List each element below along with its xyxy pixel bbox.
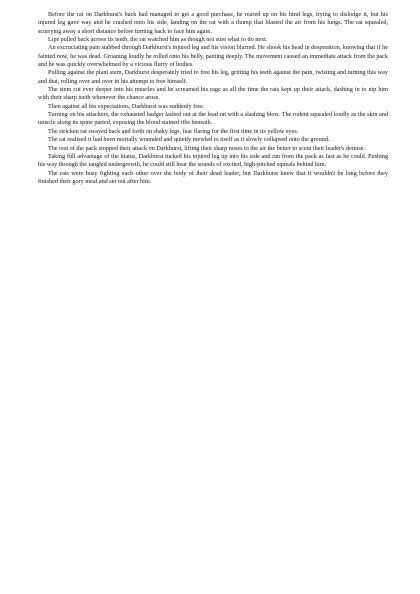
paragraph: Pulling against the plant stem, Darkburst desperately tried to free his leg, gritting his teeth against the pain, twisting and turning this way and that, rolling over and over in his attempt to free himself.: [38, 69, 388, 85]
paragraph: The rat realised it had been mortally wounded and quietly mewled to itself as it slowly collapsed onto the ground.: [48, 136, 330, 144]
paragraph: Then against all his expectations, Darkburst was suddenly free.: [48, 102, 205, 110]
paragraph: The rats were busy fighting each other over the body of their dead leader, but Darkburst knew that it wouldn't be long before they finished their gory meal and set out after him.: [38, 169, 388, 185]
paragraph: The stem cut ever deeper into his muscles and he screamed his rage as all the time the rats kept up their attack, dashing in to nip him with their sharp teeth whenever the chance arose.: [38, 86, 388, 102]
paragraph: Before the rat on Darkburst's back had managed to get a good purchase, he reared up on his hind legs, trying to dislodge it, but his injured leg gave way and he crashed onto his side, landing on the rat with a thump that blasted the air from his lungs. The rat squealed, scurrying away a short distance before turning back to face him again.: [38, 11, 388, 35]
paragraph: Lips pulled back across its teeth, the rat watched him as though not sure what to do next.: [48, 36, 268, 44]
document-page: [38, 11, 388, 186]
paragraph: Turning on his attackers, the exhausted badger lashed out at the lead rat with a slashing blow. The rodent squealed loudly as the skin and muscle along its spine parted, exposing the blood stained ribs beneath.: [38, 111, 388, 127]
paragraph: The stricken rat swayed back and forth on shaky legs, fear flaring for the first time in its yellow eyes.: [48, 127, 299, 135]
paragraph: An excruciating pain stabbed through Darkburst's injured leg and his vision blurred. He shook his head in desperation, knowing that if he fainted now, he was dead. Groaning loudly he rolled onto his belly, panting deeply. The movement caused an immediate attack from the pack and he was quickly overwhelmed by a vicious flurry of bodies.: [38, 44, 388, 69]
paragraph: The rest of the pack stopped their attack on Darkburst, lifting their sharp noses to the air the better to scent their leader's demise.: [48, 144, 366, 152]
paragraph: Taking full advantage of the hiatus, Darkburst tucked his injured leg up into his side and ran from the pack as fast as he could. Pushing his way through the tangled undergrowth, he could still hear the sounds of excited, high-pitched squeals behind him.: [38, 152, 388, 169]
